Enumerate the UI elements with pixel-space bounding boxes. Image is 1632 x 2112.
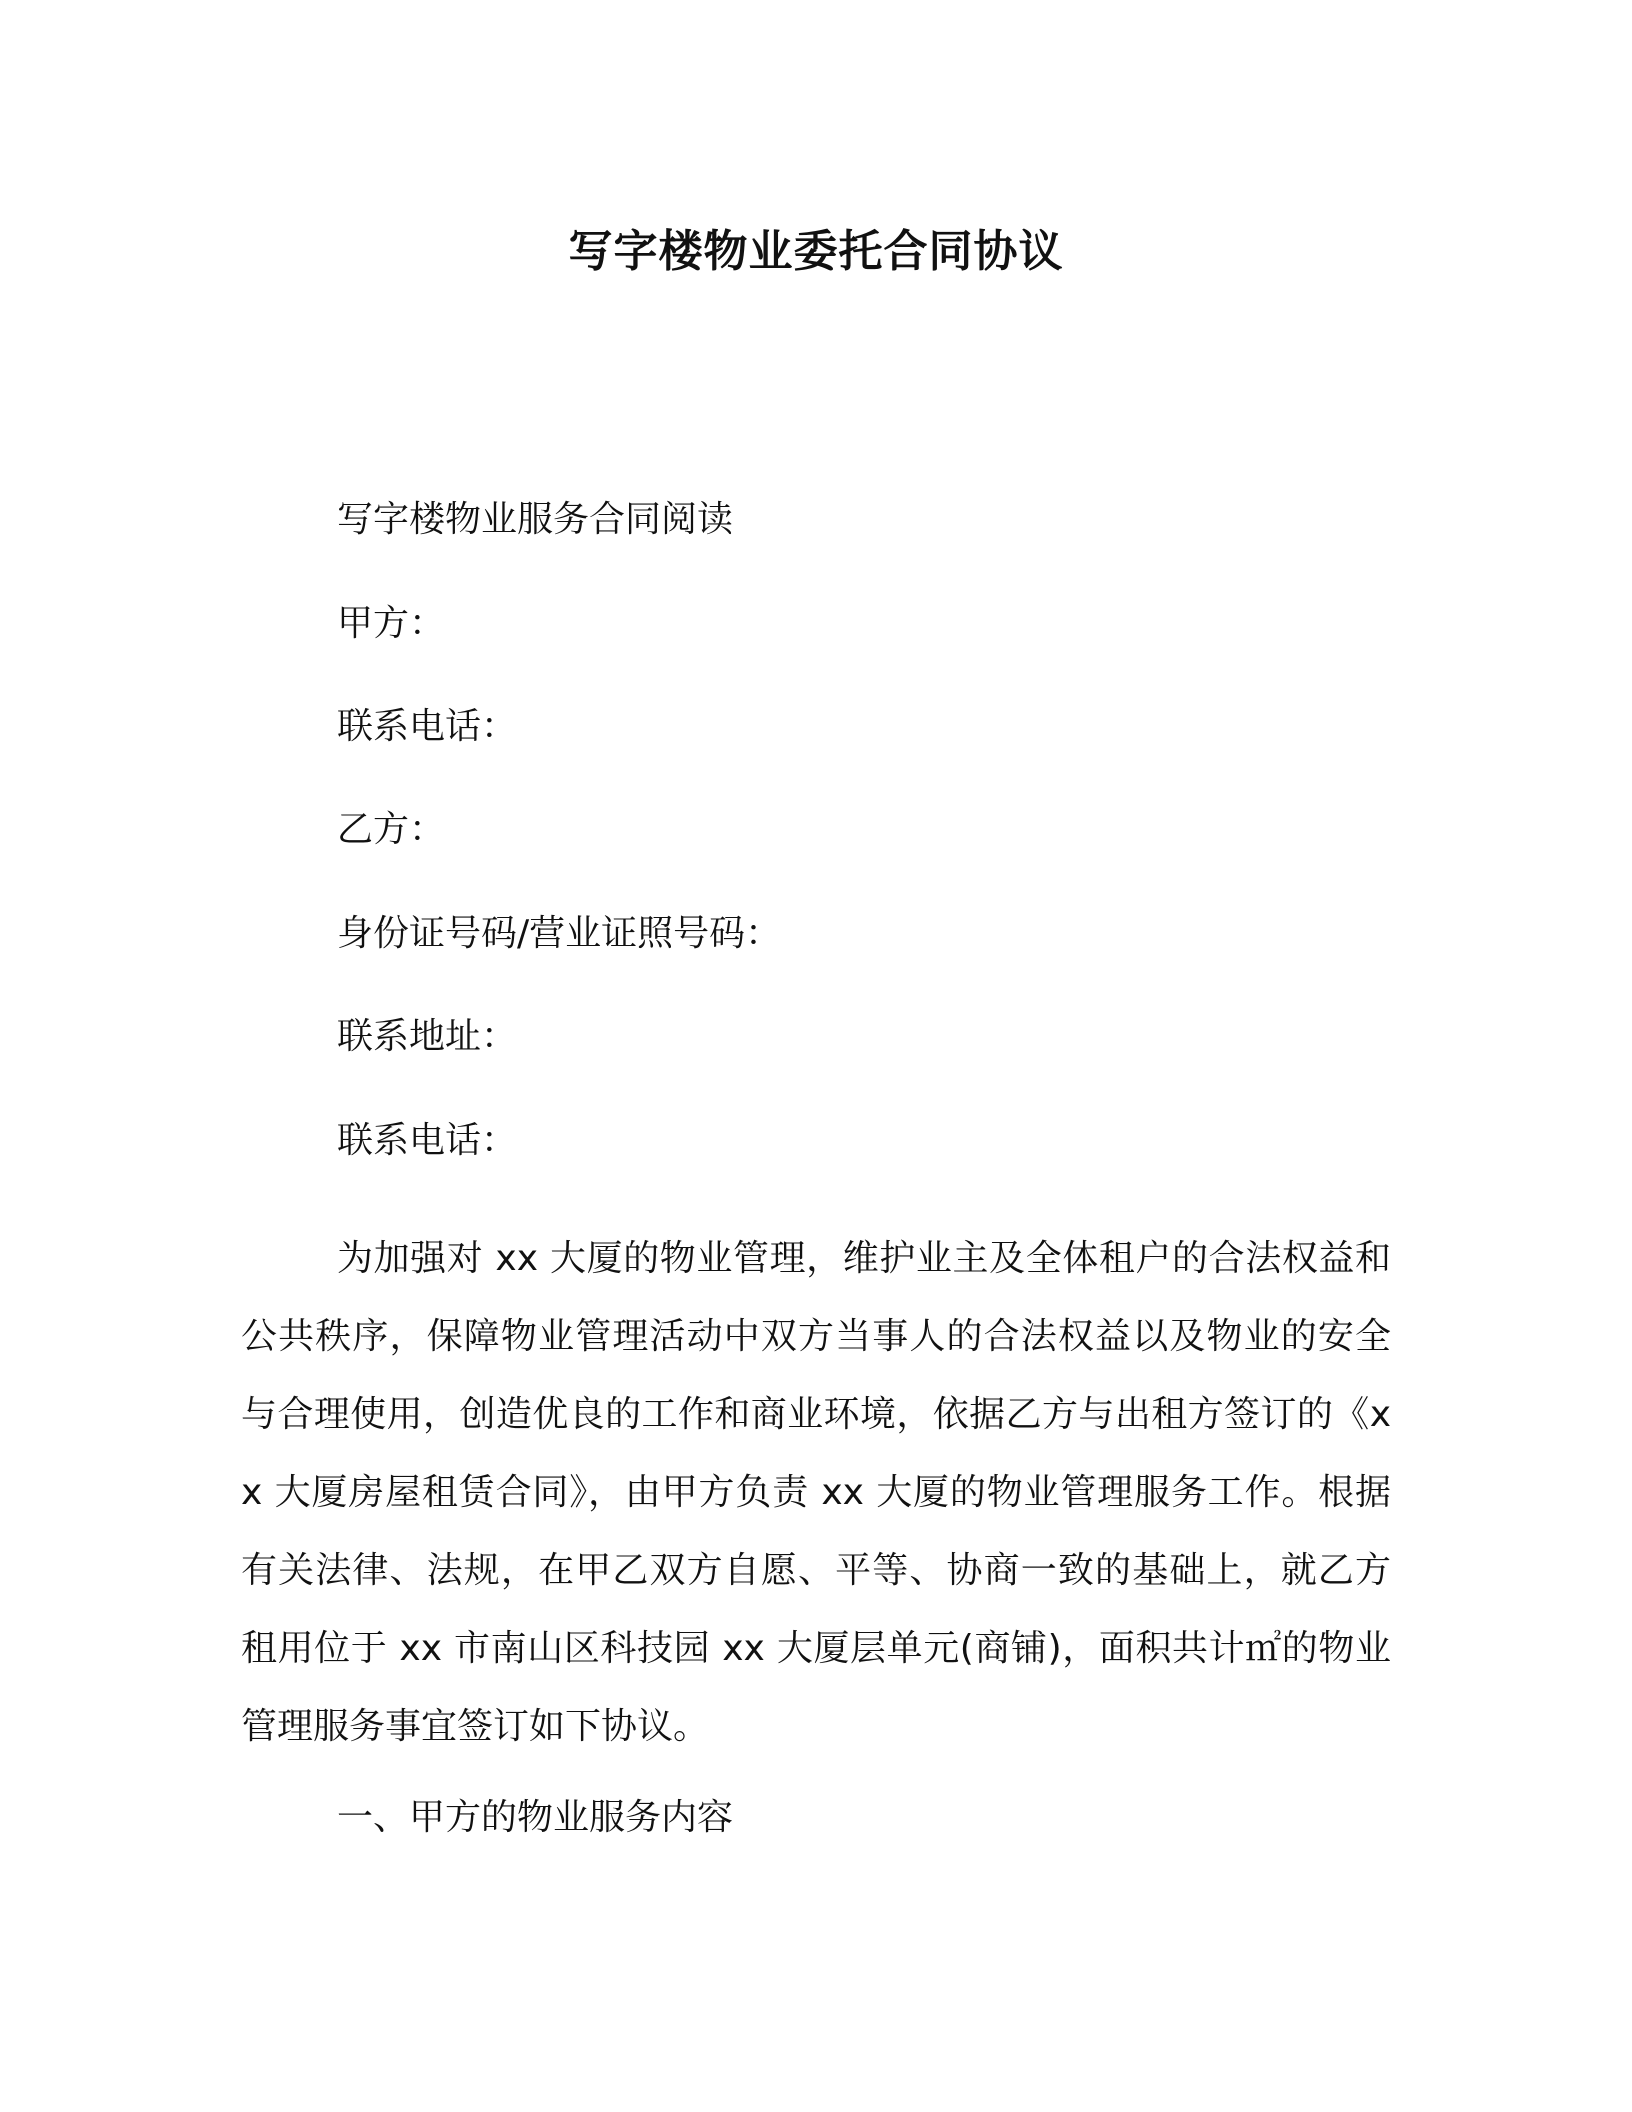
section-1-heading: 一、甲方的物业服务内容 — [337, 1797, 734, 1838]
id-number-label: 身份证号码/营业证照号码： — [337, 913, 782, 954]
party-b-phone-label: 联系电话： — [337, 1120, 518, 1161]
document-title: 写字楼物业委托合同协议 — [568, 226, 1064, 277]
party-b-label: 乙方： — [337, 809, 446, 850]
party-a-phone-label: 联系电话： — [337, 706, 518, 747]
contract-preamble-paragraph: 为加强对 xx 大厦的物业管理，维护业主及全体租户的合法权益和公共秩序，保障物业管理活动中双方当事人的合法权益以及物业的安全与合理使用，创造优良的工作和商业环境，依据乙方与出租方签订的《xx 大厦房屋租赁合同》，由甲方负责 xx 大厦的物业管理服务工作。根据有关法律、法规，在甲乙双方自愿、平等、协商一致的基础上，就乙方租用位于 xx 市南山区科技园 xx 大厦层单元(商铺)，面积共计㎡的物业管理服务事宜签订如下协议。 — [241, 1238, 1391, 1747]
document-subtitle: 写字楼物业服务合同阅读 — [337, 499, 734, 540]
party-a-label: 甲方： — [337, 603, 446, 644]
address-label: 联系地址： — [337, 1016, 518, 1057]
